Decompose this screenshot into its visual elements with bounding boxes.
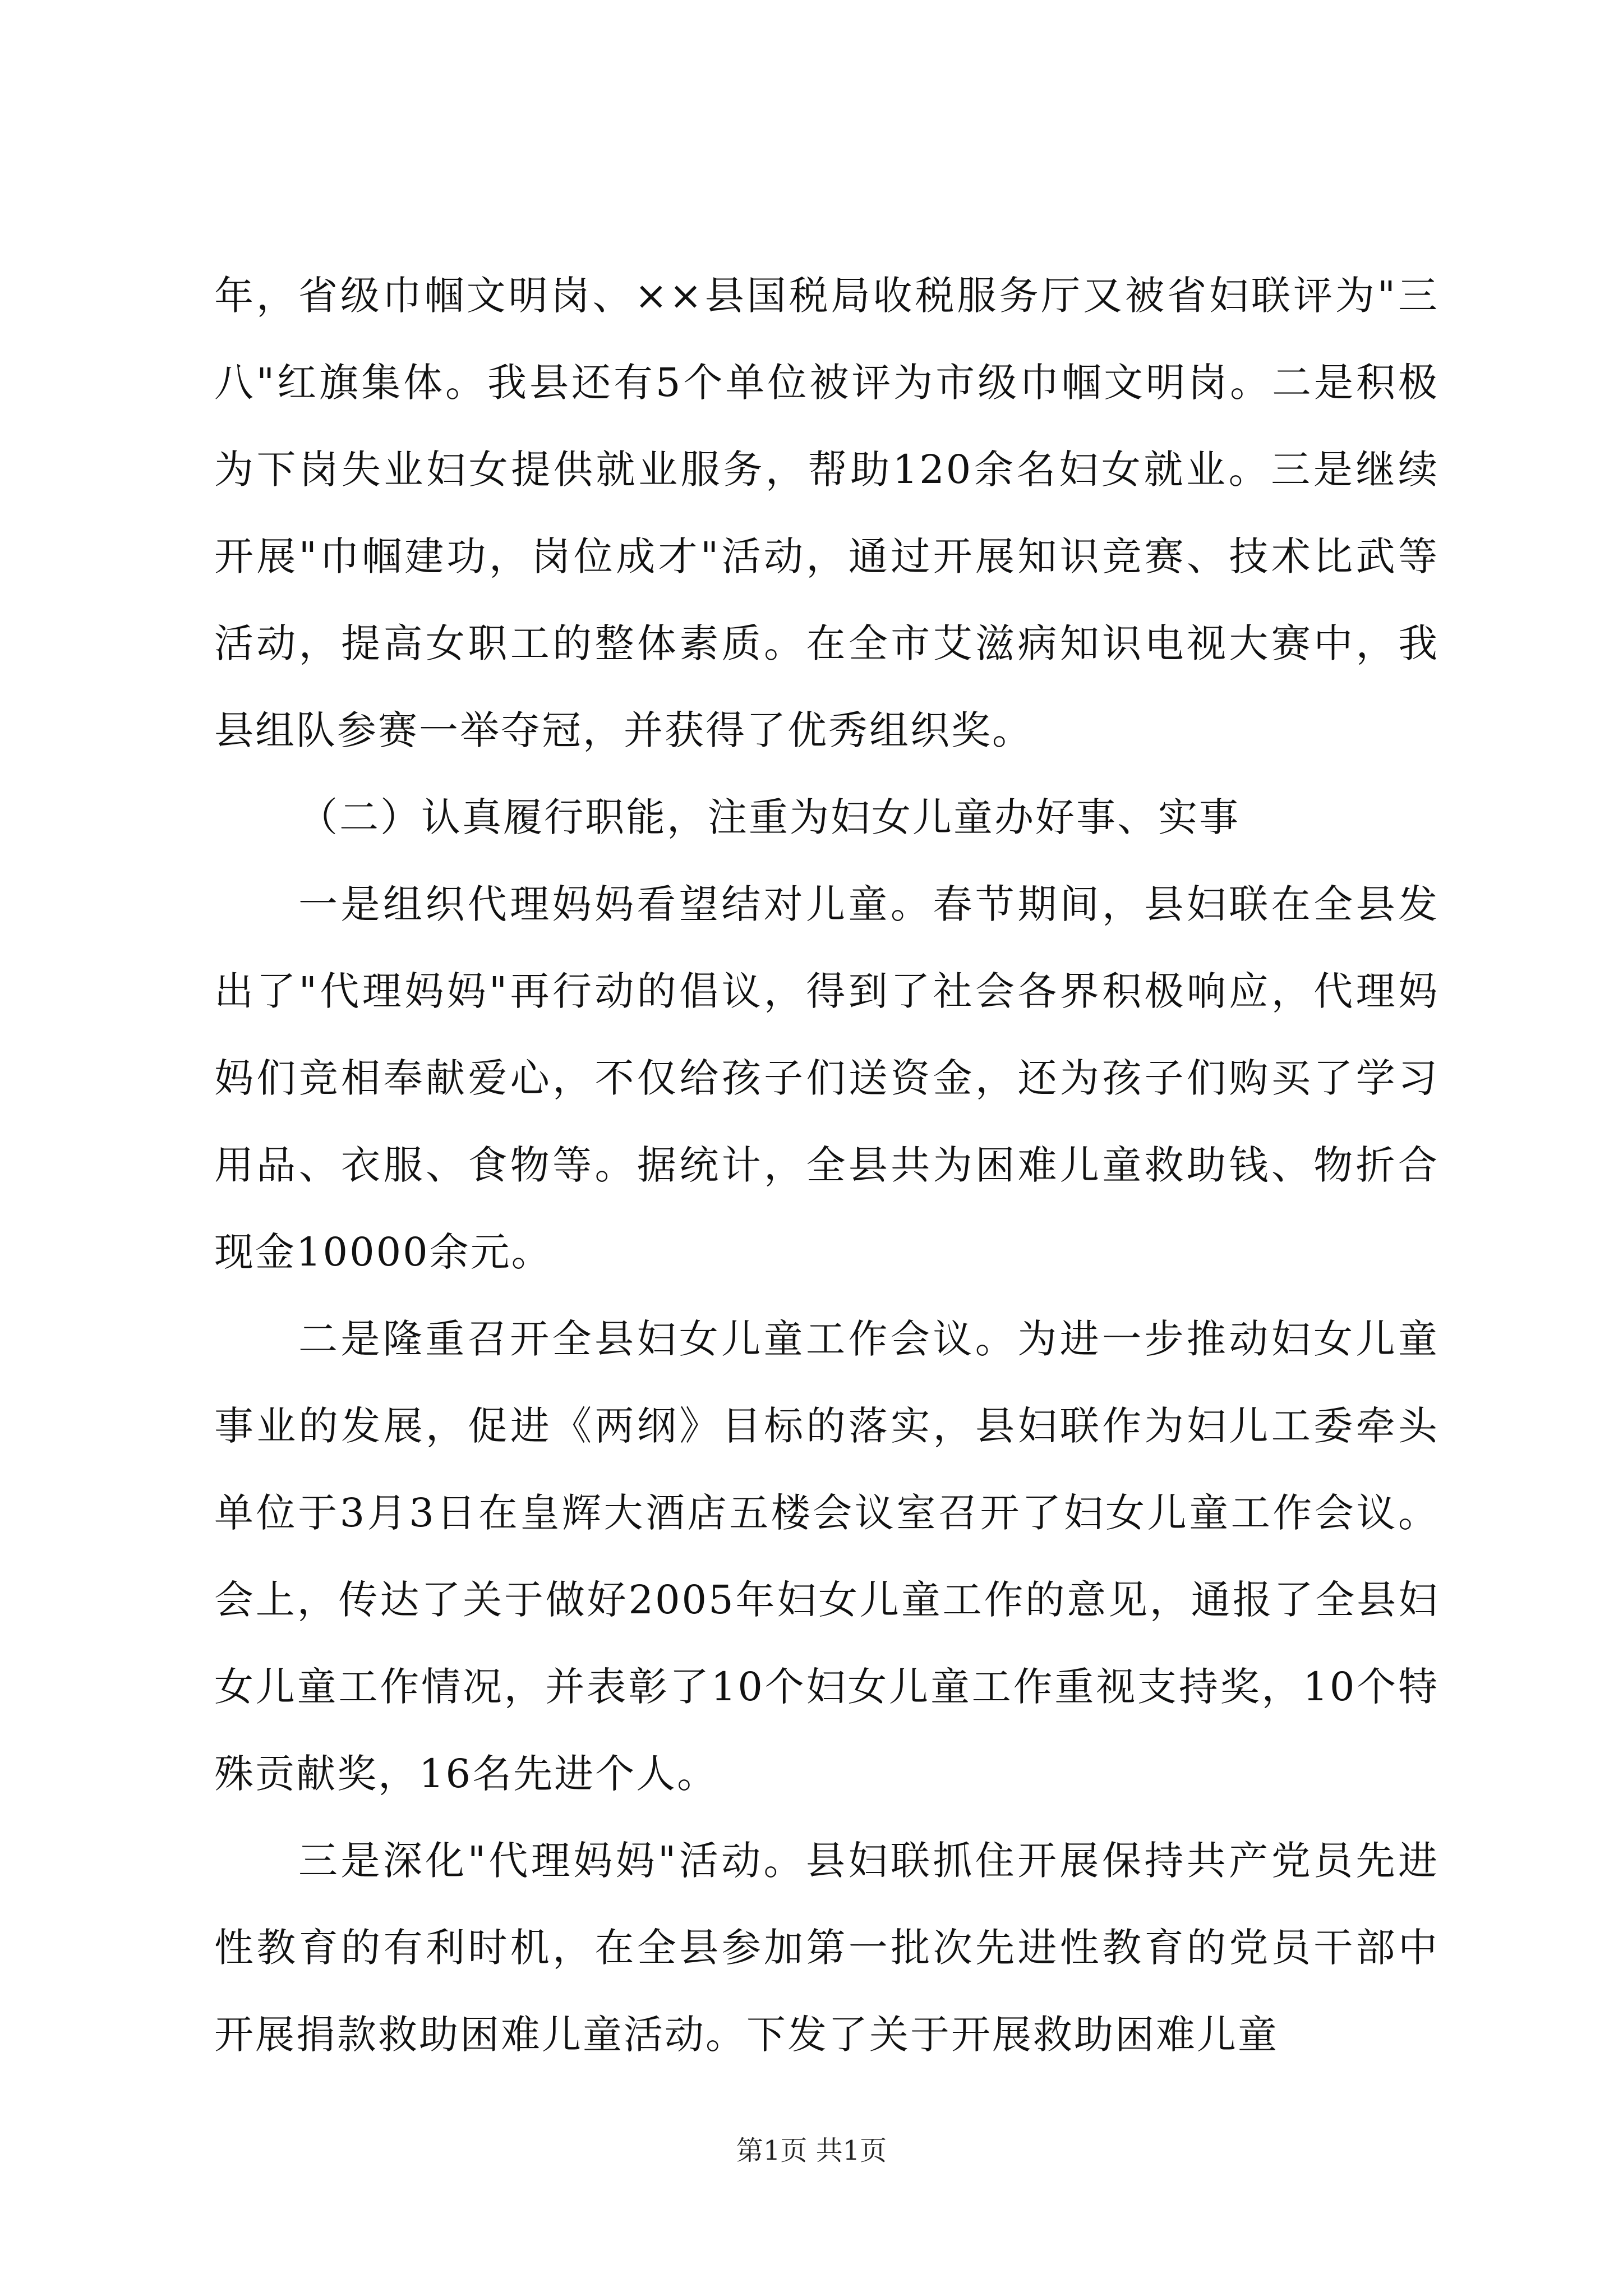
paragraph-item-one: 一是组织代理妈妈看望结对儿童。春节期间，县妇联在全县发出了"代理妈妈"再行动的倡议，得到了社会各界积极响应，代理妈妈们竞相奉献爱心，不仅给孩子们送资金，还为孩子们购买了学习用品、衣服、食物等。据统计，全县共为困难儿童救助钱、物折合现金10000余元。: [214, 881, 1439, 1275]
page-footer: 第1页 共1页: [736, 2135, 887, 2166]
section-heading: （二）认真履行职能，注重为妇女儿童办好事、实事: [298, 794, 1240, 840]
paragraph-item-two: 二是隆重召开全县妇女儿童工作会议。为进一步推动妇女儿童事业的发展，促进《两纲》目标的落实，县妇联作为妇儿工委牵头单位于3月3日在皇辉大酒店五楼会议室召开了妇女儿童工作会议。会上，传达了关于做好2005年妇女儿童工作的意见，通报了全县妇女儿童工作情况，并表彰了10个妇女儿童工作重视支持奖，10个特殊贡献奖，16名先进个人。: [214, 1316, 1439, 1797]
paragraph-item-three: 三是深化"代理妈妈"活动。县妇联抓住开展保持共产党员先进性教育的有利时机，在全县参加第一批次先进性教育的党员干部中开展捐款救助困难儿童活动。下发了关于开展救助困难儿童: [214, 1838, 1439, 2058]
paragraph-continuation: 年，省级巾帼文明岗、××县国税局收税服务厅又被省妇联评为"三八"红旗集体。我县还有5个单位被评为市级巾帼文明岗。二是积极为下岗失业妇女提供就业服务，帮助120余名妇女就业。三是继续开展"巾帼建功，岗位成才"活动，通过开展知识竞赛、技术比武等活动，提高女职工的整体素质。在全市艾滋病知识电视大赛中，我县组队参赛一举夺冠，并获得了优秀组织奖。: [214, 273, 1439, 753]
document-body: [214, 252, 1439, 2078]
